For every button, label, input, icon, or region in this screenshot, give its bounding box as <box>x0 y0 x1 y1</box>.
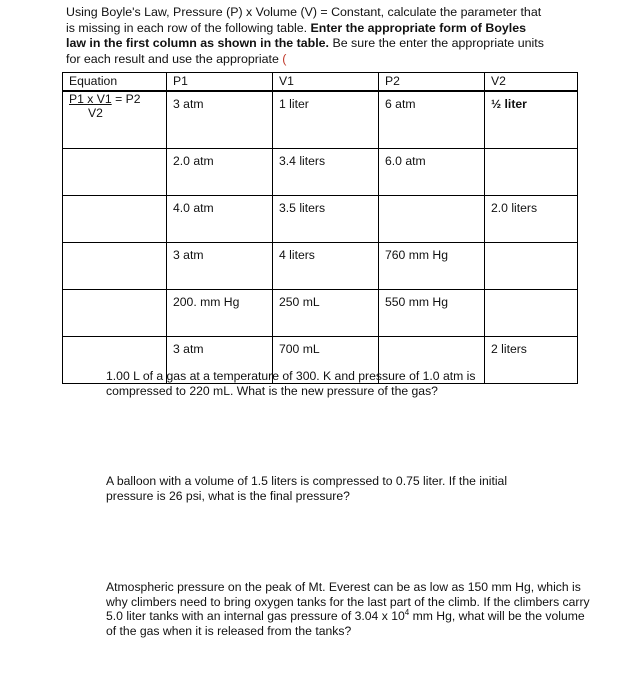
equation-numerator: P1 x V1 <box>69 92 112 106</box>
cell-equation[interactable] <box>63 149 167 196</box>
cell-v2: 2 liters <box>485 337 578 384</box>
cell-equation[interactable] <box>63 243 167 290</box>
table-row <box>63 243 578 290</box>
equation-denominator: V2 <box>88 106 103 120</box>
instructions-line-3: Be sure the enter the appropriate units <box>332 36 544 51</box>
boyle-law-table <box>62 72 578 384</box>
cell-v1: 250 mL <box>273 290 379 337</box>
table-row <box>63 290 578 337</box>
header-equation: Equation <box>63 73 167 92</box>
question-3-part-b: mm Hg, what will be the volume of the gas when it is released from the tanks? <box>106 609 585 638</box>
equation-rhs: = P2 <box>111 92 141 106</box>
cell-v2: ½ liter <box>485 91 578 149</box>
red-parenthesis: ( <box>282 51 287 66</box>
table-row <box>63 196 578 243</box>
cell-p2: 550 mm Hg <box>379 290 485 337</box>
question-3 <box>106 580 591 638</box>
cell-equation[interactable] <box>63 196 167 243</box>
header-p1: P1 <box>167 73 273 92</box>
question-1: 1.00 L of a gas at a temperature of 300. K and pressure of 1.0 atm is compressed to 220 mL. What is the new pressure of the gas? <box>106 369 476 398</box>
cell-p2[interactable] <box>379 196 485 243</box>
cell-p2: 6 atm <box>379 91 485 149</box>
table-row <box>63 149 578 196</box>
instructions <box>66 5 596 67</box>
cell-v2: 2.0 liters <box>485 196 578 243</box>
cell-v2[interactable] <box>485 290 578 337</box>
cell-v1: 1 liter <box>273 91 379 149</box>
cell-p1: 200. mm Hg <box>167 290 273 337</box>
header-v1: V1 <box>273 73 379 92</box>
cell-v2[interactable] <box>485 243 578 290</box>
cell-v1: 700 mL <box>273 337 379 384</box>
table-header-row <box>63 73 578 92</box>
cell-equation[interactable] <box>63 290 167 337</box>
header-p2: P2 <box>379 73 485 92</box>
cell-p2: 760 mm Hg <box>379 243 485 290</box>
instructions-line-4: for each result and use the appropriate <box>66 51 279 66</box>
question-3-part-a: Atmospheric pressure on the peak of Mt. Everest can be as low as 150 mm Hg, which is why climbers need to bring oxygen tanks for the last part of the climb. If the climbers carry 5.0 liter tanks with an internal gas pressure of 3.04 x 10 <box>106 580 590 623</box>
instructions-line-1: Using Boyle's Law, Pressure (P) x Volume (V) = Constant, calculate the parameter that <box>66 5 542 19</box>
cell-p2: 6.0 atm <box>379 149 485 196</box>
instructions-line-2: is missing in each row of the following table. <box>66 20 308 35</box>
cell-v2[interactable] <box>485 149 578 196</box>
cell-v1: 3.5 liters <box>273 196 379 243</box>
cell-p1: 4.0 atm <box>167 196 273 243</box>
cell-p1: 2.0 atm <box>167 149 273 196</box>
cell-v1: 4 liters <box>273 243 379 290</box>
instructions-bold-1: Enter the appropriate form of Boyles <box>310 20 527 35</box>
cell-p1: 3 atm <box>167 337 273 384</box>
header-v2: V2 <box>485 73 578 92</box>
cell-v1: 3.4 liters <box>273 149 379 196</box>
cell-p1: 3 atm <box>167 243 273 290</box>
table-row <box>63 91 578 149</box>
instructions-bold-2: law in the first column as shown in the table. <box>66 36 329 51</box>
example-equation-cell <box>63 91 167 149</box>
question-2: A balloon with a volume of 1.5 liters is compressed to 0.75 liter. If the initial pressure is 26 psi, what is the final pressure? <box>106 474 508 503</box>
cell-p1: 3 atm <box>167 91 273 149</box>
question-3-exponent: 4 <box>404 607 410 617</box>
